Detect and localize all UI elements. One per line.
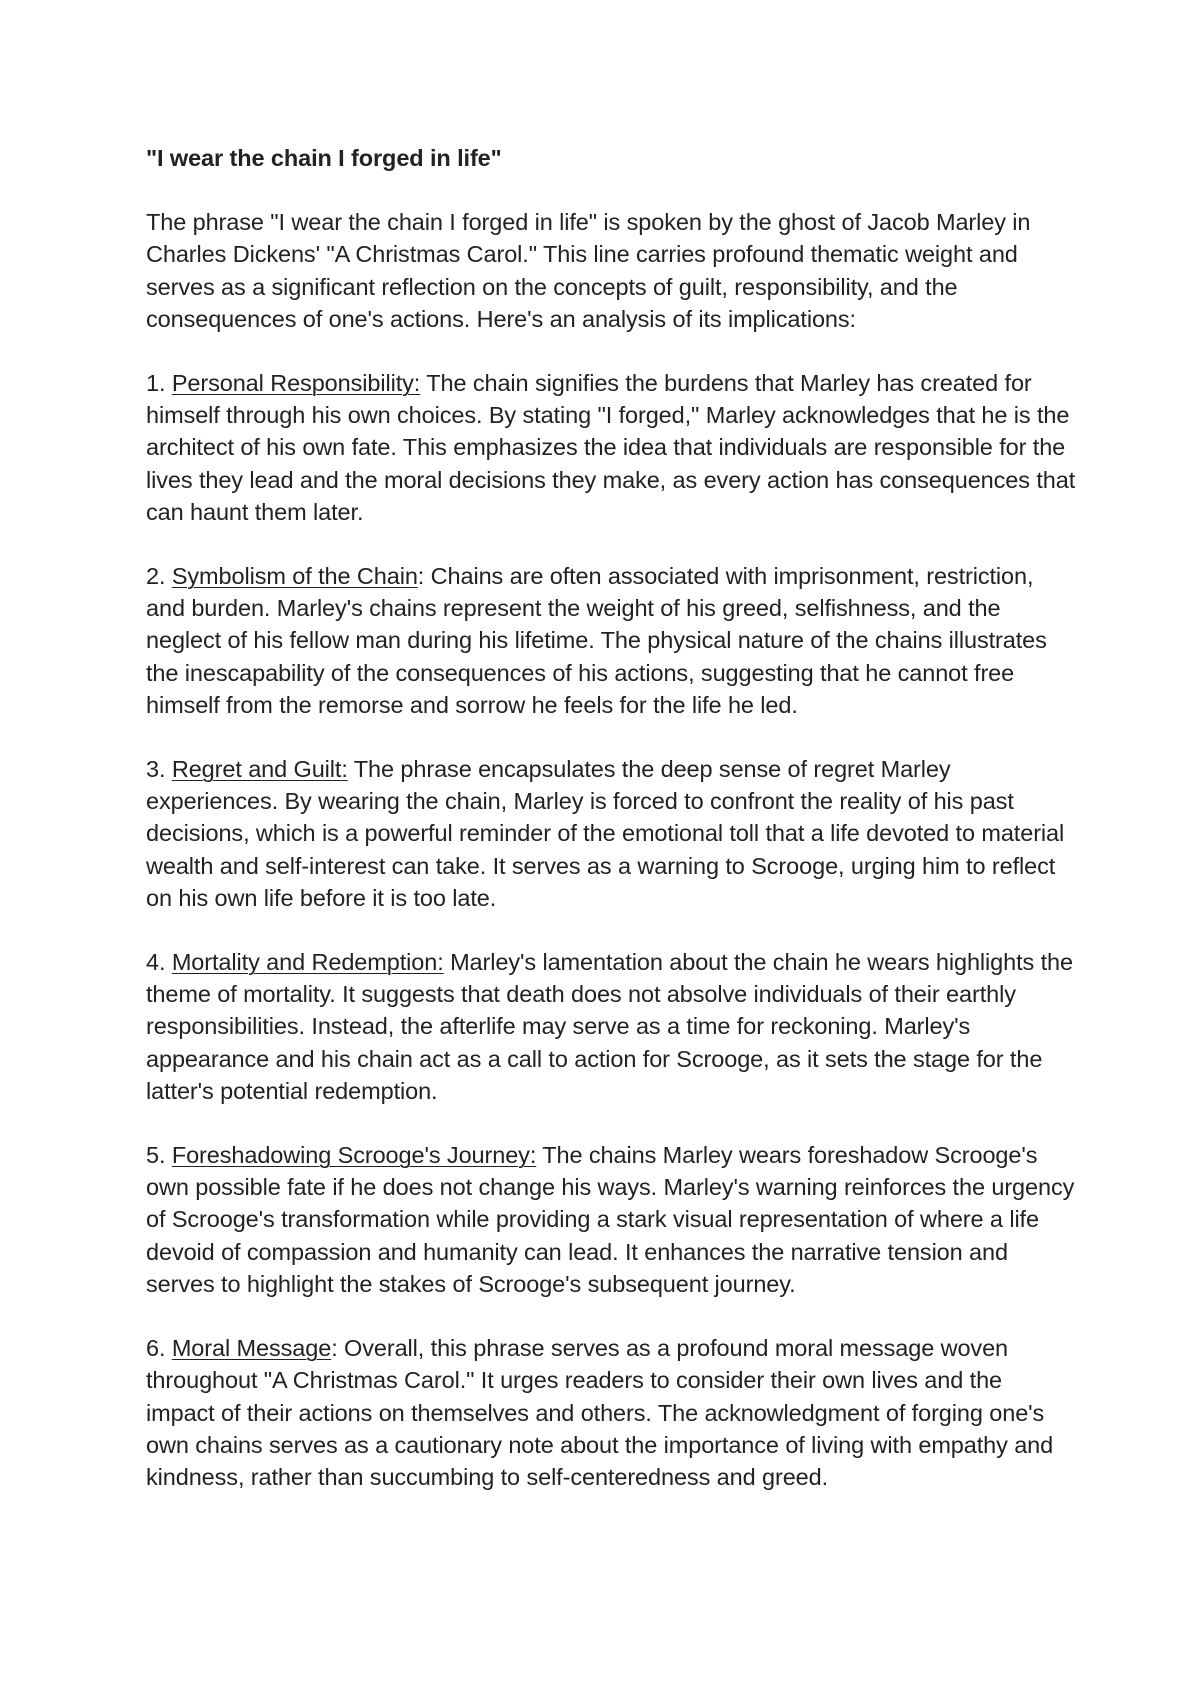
section-number: 2.: [146, 563, 172, 590]
section-foreshadowing-scrooges-journey: [146, 1139, 1076, 1300]
section-regret-and-guilt: [146, 753, 1076, 914]
section-heading: Symbolism of the Chain: [171, 563, 418, 590]
section-symbolism-of-the-chain: [146, 560, 1076, 721]
section-text: Marley's lamentation about the chain he wears highlights the theme of mortality. It suggests that death does not absolve individuals of their earthly responsibilities. Instead, the afterlife may serve as a time for reckoning. Marley's appearance and his chain act as a call to action for Scrooge, as it sets the stage for the latter's potential redemption.: [146, 949, 1073, 1104]
section-number: 1.: [146, 370, 172, 397]
section-moral-message: [146, 1332, 1076, 1493]
section-text: The chains Marley wears foreshadow Scrooge's own possible fate if he does not change his ways. Marley's warning reinforces the urgency of Scrooge's transformation while providing a stark visual representation of where a life devoid of compassion and humanity can lead. It enhances the narrative tension and serves to highlight the stakes of Scrooge's subsequent journey.: [146, 1142, 1075, 1297]
section-number: 3.: [146, 756, 172, 783]
section-text: : Chains are often associated with imprisonment, restriction, and burden. Marley's chains represent the weight of his greed, selfishness, and the neglect of his fellow man during his lifetime. The physical nature of the chains illustrates the inescapability of the consequences of his actions, suggesting that he cannot free himself from the remorse and sorrow he feels for the life he led.: [146, 563, 1047, 718]
document-page: [146, 142, 1076, 1525]
section-personal-responsibility: [146, 367, 1076, 528]
section-heading: Foreshadowing Scrooge's Journey:: [171, 1142, 537, 1169]
section-text: The phrase encapsulates the deep sense of regret Marley experiences. By wearing the chain, Marley is forced to confront the reality of his past decisions, which is a powerful reminder of the emotional toll that a life devoted to material wealth and self-interest can take. It serves as a warning to Scrooge, urging him to reflect on his own life before it is too late.: [146, 756, 1065, 911]
section-number: 5.: [146, 1142, 172, 1169]
section-heading: Personal Responsibility:: [171, 370, 421, 397]
section-number: 4.: [146, 949, 172, 976]
section-text: The chain signifies the burdens that Marley has created for himself through his own choices. By stating "I forged," Marley acknowledges that he is the architect of his own fate. This emphasizes the idea that individuals are responsible for the lives they lead and the moral decisions they make, as every action has consequences that can haunt them later.: [146, 370, 1076, 525]
document-title: "I wear the chain I forged in life": [146, 145, 502, 171]
intro-paragraph: The phrase "I wear the chain I forged in life" is spoken by the ghost of Jacob Marley in Charles Dickens' "A Christmas Carol." This line carries profound thematic weight and serves as a significant reflection on the concepts of guilt, responsibility, and the consequences of one's actions. Here's an analysis of its implications:: [146, 209, 1031, 332]
section-heading: Moral Message: [171, 1335, 332, 1362]
section-number: 6.: [146, 1335, 172, 1362]
section-mortality-and-redemption: [146, 946, 1076, 1107]
section-text: : Overall, this phrase serves as a profound moral message woven throughout "A Christmas Carol." It urges readers to consider their own lives and the impact of their actions on themselves and others. The acknowledgment of forging one's own chains serves as a cautionary note about the importance of living with empathy and kindness, rather than succumbing to self-centeredness and greed.: [146, 1335, 1054, 1490]
section-heading: Mortality and Redemption:: [171, 949, 444, 976]
section-heading: Regret and Guilt:: [171, 756, 348, 783]
